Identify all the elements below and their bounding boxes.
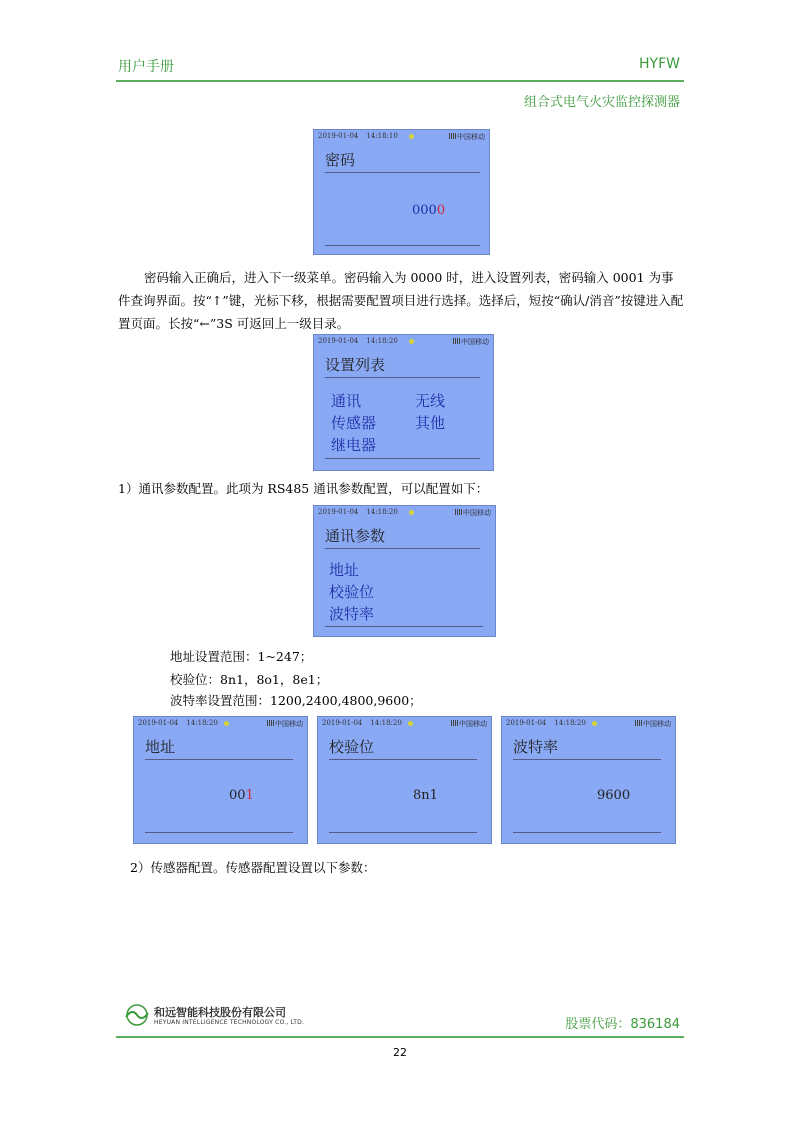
menu-item-comm[interactable]: 通讯 (331, 392, 362, 410)
signal-icon (451, 720, 458, 726)
bottom-line (145, 832, 293, 833)
paragraph-password: 密码输入正确后，进入下一级菜单。密码输入为 0000 时，进入设置列表，密码输入 0001 为事件查询界面。按“↑”键，光标下移，根据需要配置项目进行选择。选择后，短按“确认/消音”按键进入配置页面。长按“←”3S 可返回上一级目录。 (118, 270, 684, 331)
bottom-line (325, 458, 480, 459)
title-underline (329, 759, 477, 760)
range-parity: 校验位：8n1，8o1，8e1； (170, 672, 329, 687)
section-2-heading: 2）传感器配置。传感器配置设置以下参数： (130, 860, 376, 875)
header-subtitle: 组合式电气火灾监控探测器 (523, 95, 680, 110)
range-address: 地址设置范围：1~247； (170, 649, 313, 664)
menu-item-relay[interactable]: 继电器 (331, 436, 377, 454)
password-value: 0000 (412, 203, 446, 218)
status-bar: 2019-01-04 14:18:20 (506, 719, 586, 727)
signal-icon (449, 133, 456, 139)
bottom-line (325, 626, 483, 627)
status-bar: 2019-01-04 14:18:10 (318, 132, 398, 140)
screen-title: 地址 (145, 738, 176, 756)
address-value: 001 (229, 788, 254, 803)
screen-title: 波特率 (513, 738, 559, 756)
menu-item-baudrate[interactable]: 波特率 (329, 605, 375, 623)
parity-value: 8n1 (413, 788, 438, 803)
menu-item-address[interactable]: 地址 (329, 561, 360, 579)
screen-title: 通讯参数 (325, 527, 386, 545)
title-underline (513, 759, 661, 760)
menu-item-parity[interactable]: 校验位 (329, 583, 375, 601)
password-screen (313, 129, 490, 255)
settings-list-screen (313, 334, 494, 471)
title-underline (325, 172, 480, 173)
indicator-dot-icon (408, 721, 413, 726)
indicator-dot-icon (409, 510, 414, 515)
screen-title: 设置列表 (325, 356, 386, 374)
signal-carrier: 中国移动 (453, 337, 489, 347)
bottom-line (325, 245, 480, 246)
comm-params-screen (313, 505, 496, 637)
signal-carrier: 中国移动 (451, 719, 487, 729)
signal-carrier: 中国移动 (635, 719, 671, 729)
menu-item-sensor[interactable]: 传感器 (331, 414, 377, 432)
range-baud: 波特率设置范围：1200,2400,4800,9600； (170, 693, 422, 708)
header-left: 用户手册 (118, 59, 174, 75)
parity-screen (317, 716, 492, 844)
indicator-dot-icon (592, 721, 597, 726)
signal-icon (267, 720, 274, 726)
page-number: 22 (393, 1046, 407, 1059)
status-bar: 2019-01-04 14:18:20 (322, 719, 402, 727)
section-1-heading: 1）通讯参数配置。此项为 RS485 通讯参数配置，可以配置如下： (118, 481, 489, 496)
signal-icon (453, 338, 460, 344)
header-right: HYFW (639, 56, 680, 72)
screen-title: 密码 (325, 151, 356, 169)
footer-divider (116, 1036, 684, 1038)
signal-carrier: 中国移动 (267, 719, 303, 729)
signal-icon (635, 720, 642, 726)
header-divider (116, 80, 684, 82)
indicator-dot-icon (224, 721, 229, 726)
title-underline (325, 548, 480, 549)
address-screen (133, 716, 308, 844)
status-bar: 2019-01-04 14:18:20 (318, 337, 398, 345)
indicator-dot-icon (409, 339, 414, 344)
baudrate-value: 9600 (597, 788, 631, 803)
title-underline (325, 377, 480, 378)
title-underline (145, 759, 293, 760)
signal-carrier: 中国移动 (455, 508, 491, 518)
baudrate-screen (501, 716, 676, 844)
bottom-line (329, 832, 477, 833)
menu-item-wireless[interactable]: 无线 (415, 392, 446, 410)
status-bar: 2019-01-04 14:18:20 (138, 719, 218, 727)
company-name-cn: 和远智能科技股份有限公司 (154, 1006, 286, 1019)
signal-icon (455, 509, 462, 515)
indicator-dot-icon (409, 134, 414, 139)
menu-item-other[interactable]: 其他 (415, 414, 446, 432)
signal-carrier: 中国移动 (449, 132, 485, 142)
company-logo-icon (124, 1004, 150, 1026)
screen-title: 校验位 (329, 738, 375, 756)
stock-code: 股票代码：836184 (565, 1017, 680, 1032)
bottom-line (513, 832, 661, 833)
status-bar: 2019-01-04 14:18:20 (318, 508, 398, 516)
company-name-en: HEYUAN INTELLIGENCE TECHNOLOGY CO., LTD. (154, 1019, 305, 1026)
